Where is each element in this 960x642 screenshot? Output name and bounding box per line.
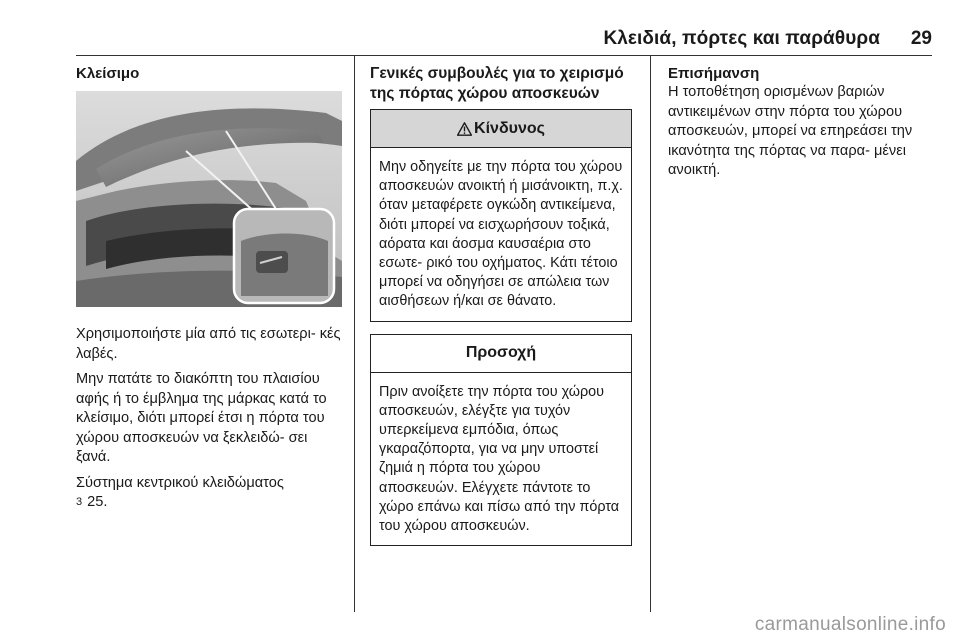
danger-box-header <box>371 110 631 148</box>
general-advice-heading: Γενικές συμβουλές για το χειρισμό της πόρτας χώρου αποσκευών <box>370 65 624 102</box>
caution-box-title: Προσοχή <box>465 344 537 362</box>
column-general-advice <box>370 64 632 546</box>
closing-para-1: Χρησιμοποιήστε μία από τις εσωτερι- κές λαβές. <box>76 326 341 362</box>
danger-box-text: Μην οδηγείτε με την πόρτα του χώρου αποσκευών ανοικτή ή μισάνοικτη, π.χ. όταν μεταφέρετε ογκώδη αντικείμενα, διότι μπορεί να εισχωρήσουν τοξικά, αόρατα και άοσμα καυσαέρια στο εσωτε- ρικό του οχήματος. Κάτι τέτοιο μπορεί να οδηγήσει σε απώλεια των αισθήσεων ή/και σε θάνατο. <box>379 159 623 310</box>
caution-box <box>370 334 632 547</box>
note-text: Η τοποθέτηση ορισμένων βαριών αντικειμένων στην πόρτα του χώρου αποσκευών, μπορεί να επηρεάσει την ικανότητα της πόρτας να παρα- μένει ανοικτή. <box>668 84 913 178</box>
page-reference-link[interactable]: 25. <box>87 494 108 510</box>
caution-box-text: Πριν ανοίξετε την πόρτα του χώρου αποσκευών, ελέγξτε για τυχόν υπερκείμενα εμπόδια, όπως γκαραζόπορτα, για να μην υποστεί ζημιά η πόρτα του χώρου αποσκευών. Ελέγχετε πάντοτε το χώρο επάνω και πίσω από την πόρτα του χώρου αποσκευών. <box>379 383 620 535</box>
closing-heading: Κλείσιμο <box>76 65 140 82</box>
column-divider-right <box>650 56 651 612</box>
central-locking-text: Σύστημα κεντρικού κλειδώματος <box>76 474 284 491</box>
closing-para-3 <box>76 474 344 514</box>
trunk-closing-illustration <box>76 91 342 307</box>
note-heading: Επισήμανση <box>668 65 760 82</box>
column-note <box>668 64 932 181</box>
caution-box-header <box>371 335 631 373</box>
page-number: 29 <box>910 28 932 49</box>
closing-para-2: Μην πατάτε το διακόπτη του πλαισίου αφής ή το έμβλημα της μάρκας κατά το κλείσιμο, διότι μπορεί έτσι η πόρτα του χώρου αποσκευών να ξεκλειδώ- σει ξανά. <box>76 371 327 465</box>
header-rule <box>76 55 932 56</box>
danger-box-title: Κίνδυνος <box>474 119 545 137</box>
watermark: carmanualsonline.info <box>754 614 946 635</box>
column-divider-left <box>354 56 355 612</box>
column-closing <box>76 64 344 514</box>
warning-triangle-icon <box>457 122 472 136</box>
page-reference-icon: 3 <box>76 496 83 508</box>
page-header-title: Κλειδιά, πόρτες και παράθυρα <box>603 28 880 49</box>
danger-box <box>370 109 632 322</box>
trunk-illustration-svg <box>76 91 342 307</box>
